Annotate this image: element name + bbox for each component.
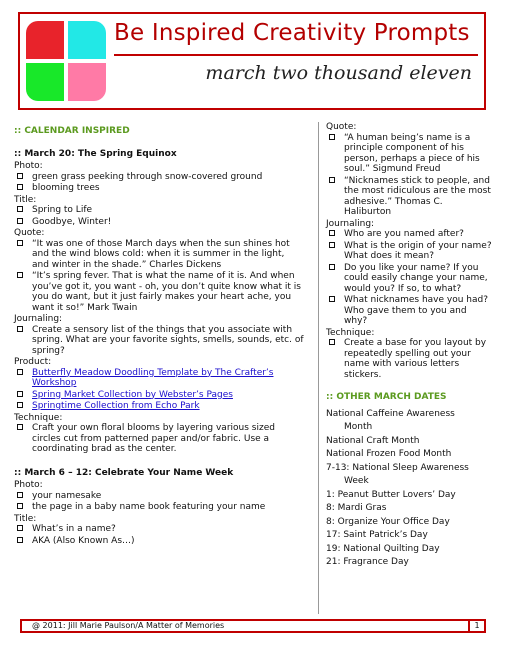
checkbox-icon <box>17 218 23 224</box>
footer-credit: @ 2011: Jill Marie Paulson/A Matter of Memories <box>32 621 225 630</box>
list-item <box>326 295 492 327</box>
date-entry: National Frozen Food Month <box>326 449 452 459</box>
date-entry: National Caffeine Awareness <box>326 408 455 419</box>
name-week-photo-list <box>14 491 304 513</box>
date-entry: Week <box>344 476 369 486</box>
footer-bar <box>20 619 486 633</box>
list-item-text: your namesake <box>32 490 102 501</box>
list-item-text: “A human being’s name is a principle component of his person, perhaps a piece of his soul.” Sigmund Freud <box>344 132 480 174</box>
list-item-text: Create a base for you layout by repeatedly spelling out your name with various letters stickers. <box>344 338 487 380</box>
name-journaling-list <box>326 229 492 327</box>
checkbox-icon <box>329 242 335 248</box>
equinox-quote-label: Quote: <box>14 228 45 238</box>
checkbox-icon <box>17 173 23 179</box>
right-column <box>326 122 492 571</box>
list-item <box>326 263 492 295</box>
list-item <box>14 271 304 313</box>
logo-green-square <box>26 63 64 101</box>
title-rule <box>114 54 478 56</box>
list-item <box>14 325 304 357</box>
name-week-heading: :: March 6 – 12: Celebrate Your Name Week <box>14 467 234 478</box>
name-quote-list <box>326 133 492 218</box>
checkbox-icon <box>17 326 23 332</box>
checkbox-icon <box>17 206 23 212</box>
list-item <box>14 183 304 194</box>
checkbox-icon <box>329 339 335 345</box>
checkbox-icon <box>17 184 23 190</box>
list-item-text: the page in a baby name book featuring your name <box>32 502 266 512</box>
name-week-title-label: Title: <box>14 513 37 524</box>
checkbox-icon <box>329 296 335 302</box>
checkbox-icon <box>329 264 335 270</box>
list-item-text: blooming trees <box>32 183 100 193</box>
equinox-journaling-label: Journaling: <box>14 314 63 324</box>
list-item-text: What nicknames have you had? Who gave them to you and why? <box>344 295 488 326</box>
list-item-text: What is the origin of your name? What does it mean? <box>344 240 492 261</box>
list-item-text: Who are you named after? <box>344 229 464 239</box>
equinox-technique-list <box>14 423 304 455</box>
list-item <box>14 491 304 502</box>
equinox-title-list <box>14 205 304 227</box>
other-dates-list <box>326 409 492 568</box>
list-item <box>14 423 304 455</box>
list-item <box>14 172 304 183</box>
list-item-text: “Nicknames stick to people, and the most ridiculous are the most adhesive.” Thomas C. Haliburton <box>344 175 491 217</box>
product-link-item[interactable] <box>14 401 304 412</box>
checkbox-icon <box>17 503 23 509</box>
section-title-calendar: :: CALENDAR INSPIRED <box>14 126 130 136</box>
checkbox-icon <box>17 272 23 278</box>
name-week-photo-label: Photo: <box>14 480 43 490</box>
equinox-photo-list <box>14 172 304 194</box>
name-journaling-label: Journaling: <box>326 218 375 229</box>
product-link[interactable]: Butterfly Meadow Doodling Template by The Crafter’s Workshop <box>32 367 274 388</box>
equinox-title-label: Title: <box>14 194 37 205</box>
checkbox-icon <box>17 402 23 408</box>
list-item <box>14 502 304 513</box>
list-item-text: What’s in a name? <box>32 524 116 534</box>
checkbox-icon <box>17 424 23 430</box>
list-item <box>14 205 304 216</box>
section-title-other-dates: :: OTHER MARCH DATES <box>326 392 447 402</box>
list-item-text: Create a sensory list of the things that you associate with spring. What are your favorite sights, smells, sounds, etc. of spring? <box>32 324 304 356</box>
header-banner <box>18 12 486 110</box>
list-item-text: Spring to Life <box>32 205 93 215</box>
left-column <box>14 122 304 547</box>
name-quote-label: Quote: <box>326 122 357 132</box>
list-item <box>14 217 304 228</box>
equinox-photo-label: Photo: <box>14 161 43 171</box>
list-item <box>326 133 492 175</box>
logo-red-square <box>26 21 64 59</box>
checkbox-icon <box>17 240 23 246</box>
list-item <box>326 176 492 218</box>
checkbox-icon <box>17 492 23 498</box>
checkbox-icon <box>17 525 23 531</box>
list-item-text: AKA (Also Known As…) <box>32 535 135 546</box>
equinox-product-list <box>14 368 304 412</box>
list-item <box>326 338 492 380</box>
list-item-text: “It was one of those March days when the sun shines hot and the wind blows cold: when it is summer in the light, and winter in the shade.” Charles Dickens <box>32 238 290 270</box>
logo-squares <box>26 21 106 101</box>
name-technique-list <box>326 338 492 380</box>
checkbox-icon <box>17 537 23 543</box>
list-item <box>326 241 492 262</box>
date-entry: 7-13: National Sleep Awareness <box>326 462 469 473</box>
date-entry: 17: Saint Patrick’s Day <box>326 530 428 540</box>
list-item-text: Craft your own floral blooms by layering various sized circles cut from patterned paper and/or fabric. Use a coordinating brad as the center. <box>32 423 275 454</box>
name-week-title-list <box>14 524 304 546</box>
logo-cyan-square <box>68 21 106 59</box>
product-link[interactable]: Spring Market Collection by Webster’s Pages <box>32 389 233 400</box>
checkbox-icon <box>329 230 335 236</box>
product-link-item[interactable] <box>14 390 304 401</box>
checkbox-icon <box>329 177 335 183</box>
product-link-item[interactable] <box>14 368 304 389</box>
checkbox-icon <box>17 391 23 397</box>
checkbox-icon <box>329 134 335 140</box>
date-entry: 8: Organize Your Office Day <box>326 516 450 527</box>
list-item <box>14 239 304 271</box>
list-item <box>14 536 304 547</box>
page-number: 1 <box>468 619 484 633</box>
date-entry: 1: Peanut Butter Lovers’ Day <box>326 489 456 500</box>
list-item-text: “It’s spring fever. That is what the name of it is. And when you’ve got it, you want - oh, you don’t quite know what it is you do want, but it just fairly makes your heart ache, you want it so!” Mark Twain <box>32 271 301 313</box>
list-item <box>326 229 492 240</box>
date-entry: National Craft Month <box>326 435 420 446</box>
list-item-text: Goodbye, Winter! <box>32 216 112 227</box>
date-entry: 21: Fragrance Day <box>326 557 409 567</box>
page-title: Be Inspired Creativity Prompts <box>114 20 470 46</box>
equinox-heading: :: March 20: The Spring Equinox <box>14 148 177 159</box>
equinox-journaling-list <box>14 325 304 357</box>
equinox-quote-list <box>14 239 304 314</box>
logo-pink-square <box>68 63 106 101</box>
checkbox-icon <box>17 369 23 375</box>
page-subtitle: march two thousand eleven <box>205 62 472 84</box>
name-technique-label: Technique: <box>326 327 375 338</box>
equinox-product-label: Product: <box>14 357 52 367</box>
product-link[interactable]: Springtime Collection from Echo Park <box>32 401 200 411</box>
date-entry: 19: National Quilting Day <box>326 543 440 554</box>
date-entry: 8: Mardi Gras <box>326 503 387 513</box>
list-item <box>14 524 304 535</box>
list-item-text: green grass peeking through snow-covered ground <box>32 171 263 182</box>
list-item-text: Do you like your name? If you could easily change your name, would you? If so, to what? <box>344 262 488 294</box>
column-divider <box>318 122 319 614</box>
date-entry: Month <box>344 422 373 432</box>
equinox-technique-label: Technique: <box>14 412 63 423</box>
